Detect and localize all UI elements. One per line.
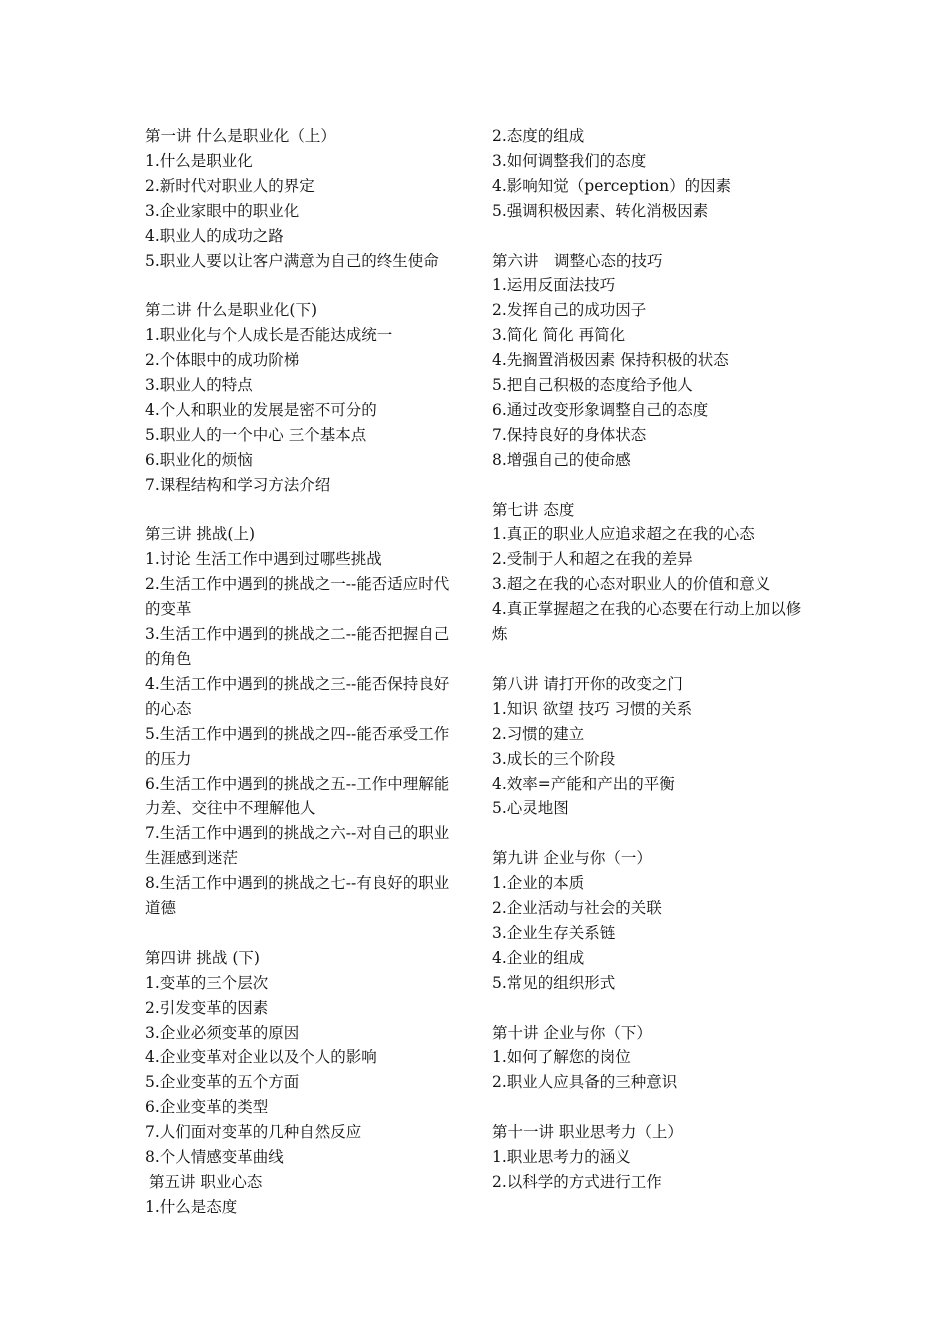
lecture-item: 1.真正的职业人应追求超之在我的心态 (492, 525, 755, 544)
lecture-item: 3.企业家眼中的职业化 (145, 201, 300, 220)
lecture-item: 4.生活工作中遇到的挑战之三--能否保持良好的心态 (145, 674, 450, 718)
lecture-item: 7.课程结构和学习方法介绍 (145, 475, 331, 494)
lecture-item: 1.职业思考力的涵义 (492, 1148, 631, 1167)
lecture-item: 4.企业的组成 (492, 948, 585, 967)
lecture-item: 2.职业人应具备的三种意识 (492, 1073, 678, 1092)
blank-line (145, 498, 463, 523)
lecture-heading: 第十一讲 职业思考力（上） (492, 1123, 683, 1142)
blank-line (492, 996, 810, 1021)
lecture-item: 2.受制于人和超之在我的差异 (492, 550, 693, 569)
lecture-item: 4.效率=产能和产出的平衡 (492, 774, 675, 793)
lecture-item: 6.职业化的烦恼 (145, 450, 253, 469)
lecture-heading: 第九讲 企业与你（一） (492, 849, 652, 868)
blank-line (145, 273, 463, 298)
lecture-item: 5.企业变革的五个方面 (145, 1073, 300, 1092)
lecture-item: 3.生活工作中遇到的挑战之二--能否把握自己的角色 (145, 625, 450, 668)
lecture-item: 3.成长的三个阶段 (492, 749, 616, 768)
lecture-item: 1.什么是职业化 (145, 151, 253, 170)
lecture-item: 4.影响知觉（perception）的因素 (492, 176, 732, 195)
blank-line (492, 821, 810, 846)
lecture-item: 8.生活工作中遇到的挑战之七--有良好的职业道德 (145, 874, 450, 918)
blank-line (492, 647, 810, 672)
lecture-item: 5.生活工作中遇到的挑战之四--能否承受工作的压力 (145, 724, 450, 768)
left-column (145, 124, 463, 1220)
lecture-item: 5.职业人的一个中心 三个基本点 (145, 425, 367, 444)
lecture-heading: 第一讲 什么是职业化（上） (145, 127, 336, 145)
lecture-item: 5.把自己积极的态度给予他人 (492, 376, 693, 395)
lecture-item: 2.个体眼中的成功阶梯 (145, 351, 300, 370)
lecture-item: 7.生活工作中遇到的挑战之六--对自己的职业生涯感到迷茫 (145, 824, 450, 868)
lecture-heading: 第三讲 挑战(上) (145, 525, 256, 544)
lecture-item: 3.企业必须变革的原因 (145, 1023, 300, 1042)
right-column (492, 124, 810, 1195)
lecture-item: 4.真正掌握超之在我的心态要在行动上加以修炼 (492, 600, 802, 644)
blank-line (492, 473, 810, 498)
lecture-item: 6.企业变革的类型 (145, 1098, 269, 1117)
blank-line (492, 1095, 810, 1120)
lecture-item: 4.企业变革对企业以及个人的影响 (145, 1048, 377, 1067)
lecture-item: 1.如何了解您的岗位 (492, 1048, 631, 1067)
lecture-item: 7.人们面对变革的几种自然反应 (145, 1123, 362, 1142)
lecture-heading: 第五讲 职业心态 (149, 1173, 263, 1192)
lecture-item: 5.职业人要以让客户满意为自己的终生使命 (145, 251, 439, 270)
lecture-heading: 第八讲 请打开你的改变之门 (492, 674, 683, 693)
lecture-item: 2.态度的组成 (492, 127, 585, 145)
lecture-item: 2.引发变革的因素 (145, 998, 269, 1017)
lecture-item: 6.通过改变形象调整自己的态度 (492, 400, 709, 419)
lecture-item: 1.职业化与个人成长是否能达成统一 (145, 326, 393, 345)
lecture-item: 1.企业的本质 (492, 874, 585, 893)
lecture-item: 6.生活工作中遇到的挑战之五--工作中理解能力差、交往中不理解他人 (145, 774, 450, 818)
lecture-item: 8.增强自己的使命感 (492, 450, 631, 469)
lecture-item: 2.生活工作中遇到的挑战之一--能否适应时代的变革 (145, 575, 450, 619)
lecture-item: 1.讨论 生活工作中遇到过哪些挑战 (145, 550, 382, 569)
lecture-heading: 第十讲 企业与你（下） (492, 1023, 652, 1042)
lecture-item: 3.企业生存关系链 (492, 923, 616, 942)
lecture-heading: 第二讲 什么是职业化(下) (145, 301, 318, 320)
lecture-item: 2.发挥自己的成功因子 (492, 301, 647, 320)
lecture-item: 5.常见的组织形式 (492, 973, 616, 992)
blank-line (492, 224, 810, 249)
lecture-item: 4.先搁置消极因素 保持积极的状态 (492, 351, 729, 370)
lecture-heading: 第四讲 挑战 (下) (145, 948, 260, 967)
lecture-item: 7.保持良好的身体状态 (492, 425, 647, 444)
lecture-item: 2.新时代对职业人的界定 (145, 176, 315, 195)
lecture-item: 3.超之在我的心态对职业人的价值和意义 (492, 575, 771, 594)
lecture-item: 1.什么是态度 (145, 1197, 238, 1216)
lecture-heading: 第七讲 态度 (492, 500, 575, 519)
lecture-item: 5.心灵地图 (492, 799, 569, 818)
lecture-heading: 第六讲 调整心态的技巧 (492, 251, 663, 270)
lecture-item: 2.习惯的建立 (492, 724, 585, 743)
lecture-item: 2.以科学的方式进行工作 (492, 1172, 662, 1191)
lecture-item: 1.知识 欲望 技巧 习惯的关系 (492, 699, 693, 718)
lecture-item: 1.变革的三个层次 (145, 973, 269, 992)
lecture-item: 3.简化 简化 再简化 (492, 326, 626, 345)
lecture-item: 1.运用反面法技巧 (492, 276, 616, 295)
lecture-item: 3.如何调整我们的态度 (492, 151, 647, 170)
lecture-item: 8.个人情感变革曲线 (145, 1148, 284, 1167)
lecture-item: 4.职业人的成功之路 (145, 226, 284, 245)
lecture-item: 4.个人和职业的发展是密不可分的 (145, 400, 377, 419)
lecture-item: 2.企业活动与社会的关联 (492, 899, 662, 918)
lecture-item: 5.强调积极因素、转化消极因素 (492, 201, 709, 220)
lecture-item: 3.职业人的特点 (145, 376, 253, 395)
blank-line (145, 921, 463, 946)
